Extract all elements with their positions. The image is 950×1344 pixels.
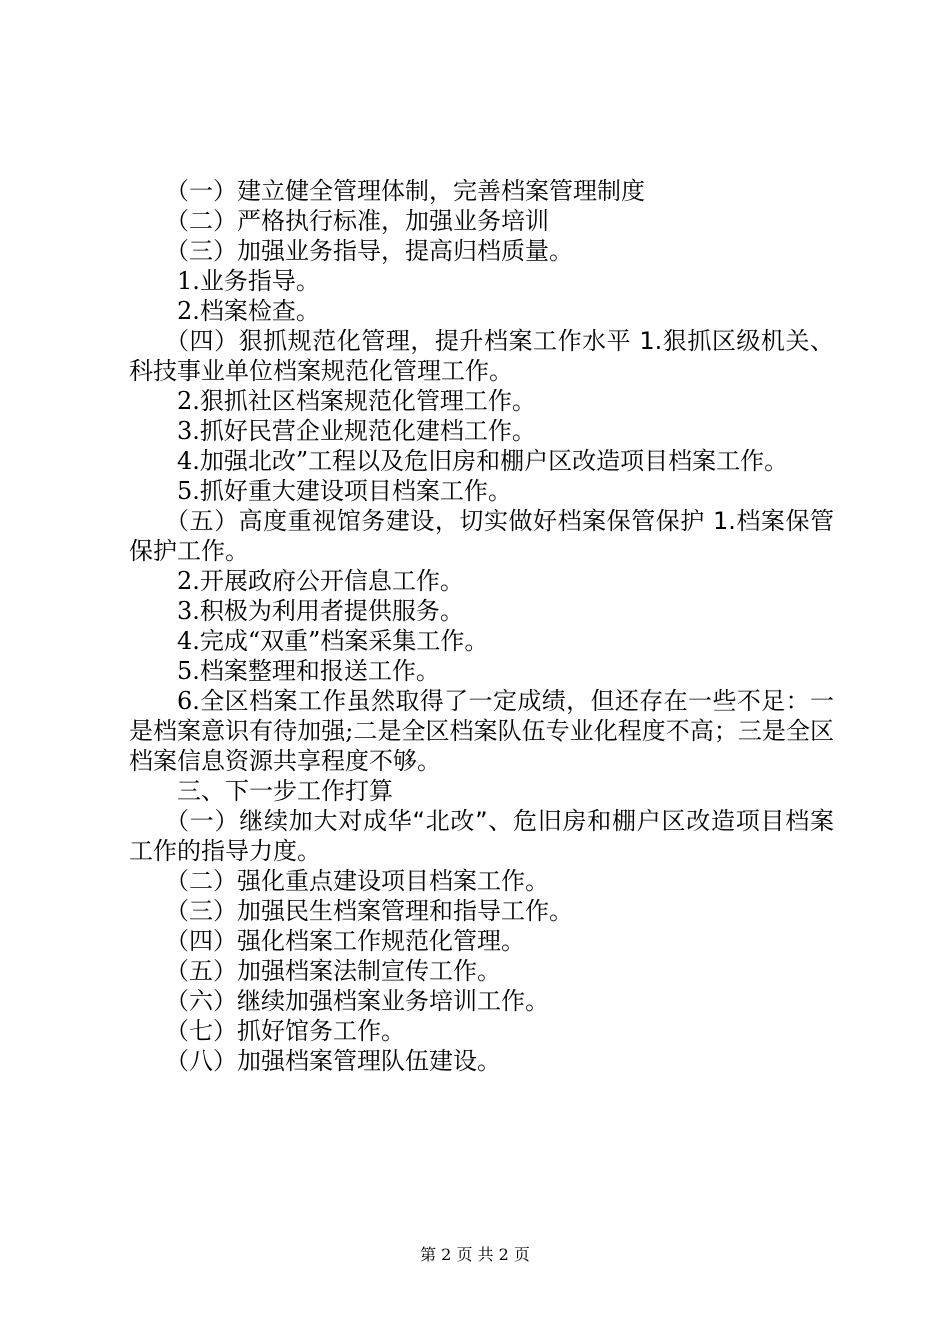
paragraph: 2.狠抓社区档案规范化管理工作。: [177, 387, 536, 415]
paragraph: （八）加强档案管理队伍建设。: [165, 1047, 501, 1075]
paragraph: 4.完成“双重”档案采集工作。: [177, 627, 489, 655]
paragraph: 2.开展政府公开信息工作。: [177, 567, 464, 595]
paragraph: 4.加强北改”工程以及危旧房和棚户区改造项目档案工作。: [177, 447, 789, 475]
paragraph: 6.全区档案工作虽然取得了一定成绩，但还存在一些不足：一是档案意识有待加强;二是全区档案队伍专业化程度不高；三是全区档案信息资源共享程度不够。: [129, 687, 834, 775]
paragraph: （一）继续加大对成华“北改”、危旧房和棚户区改造项目档案工作的指导力度。: [129, 807, 834, 865]
paragraph: （五）高度重视馆务建设，切实做好档案保管保护 1.档案保管保护工作。: [129, 507, 834, 565]
page-footer: 第 2 页 共 2 页: [420, 1245, 530, 1264]
paragraph: 三、下一步工作打算: [177, 777, 393, 805]
paragraph: 5.档案整理和报送工作。: [177, 657, 440, 685]
paragraph: （二）强化重点建设项目档案工作。: [165, 867, 549, 895]
paragraph: （四）强化档案工作规范化管理。: [165, 927, 525, 955]
paragraph: （二）严格执行标准，加强业务培训: [165, 207, 549, 235]
paragraph: （五）加强档案法制宣传工作。: [165, 957, 501, 985]
paragraph: （四）狠抓规范化管理，提升档案工作水平 1.狠抓区级机关、科技事业单位档案规范化管理工作。: [129, 327, 834, 385]
paragraph: （七）抓好馆务工作。: [165, 1017, 405, 1045]
paragraph: 5.抓好重大建设项目档案工作。: [177, 477, 512, 505]
paragraph: （三）加强业务指导，提高归档质量。: [165, 237, 573, 265]
paragraph: 1.业务指导。: [177, 267, 320, 295]
paragraph: 3.积极为利用者提供服务。: [177, 597, 464, 625]
paragraph: 2.档案检查。: [177, 297, 320, 325]
paragraph: （六）继续加强档案业务培训工作。: [165, 987, 549, 1015]
paragraph: （一）建立健全管理体制，完善档案管理制度: [165, 177, 645, 205]
paragraph: 3.抓好民营企业规范化建档工作。: [177, 417, 536, 445]
document-body: [129, 176, 834, 1076]
paragraph: （三）加强民生档案管理和指导工作。: [165, 897, 573, 925]
